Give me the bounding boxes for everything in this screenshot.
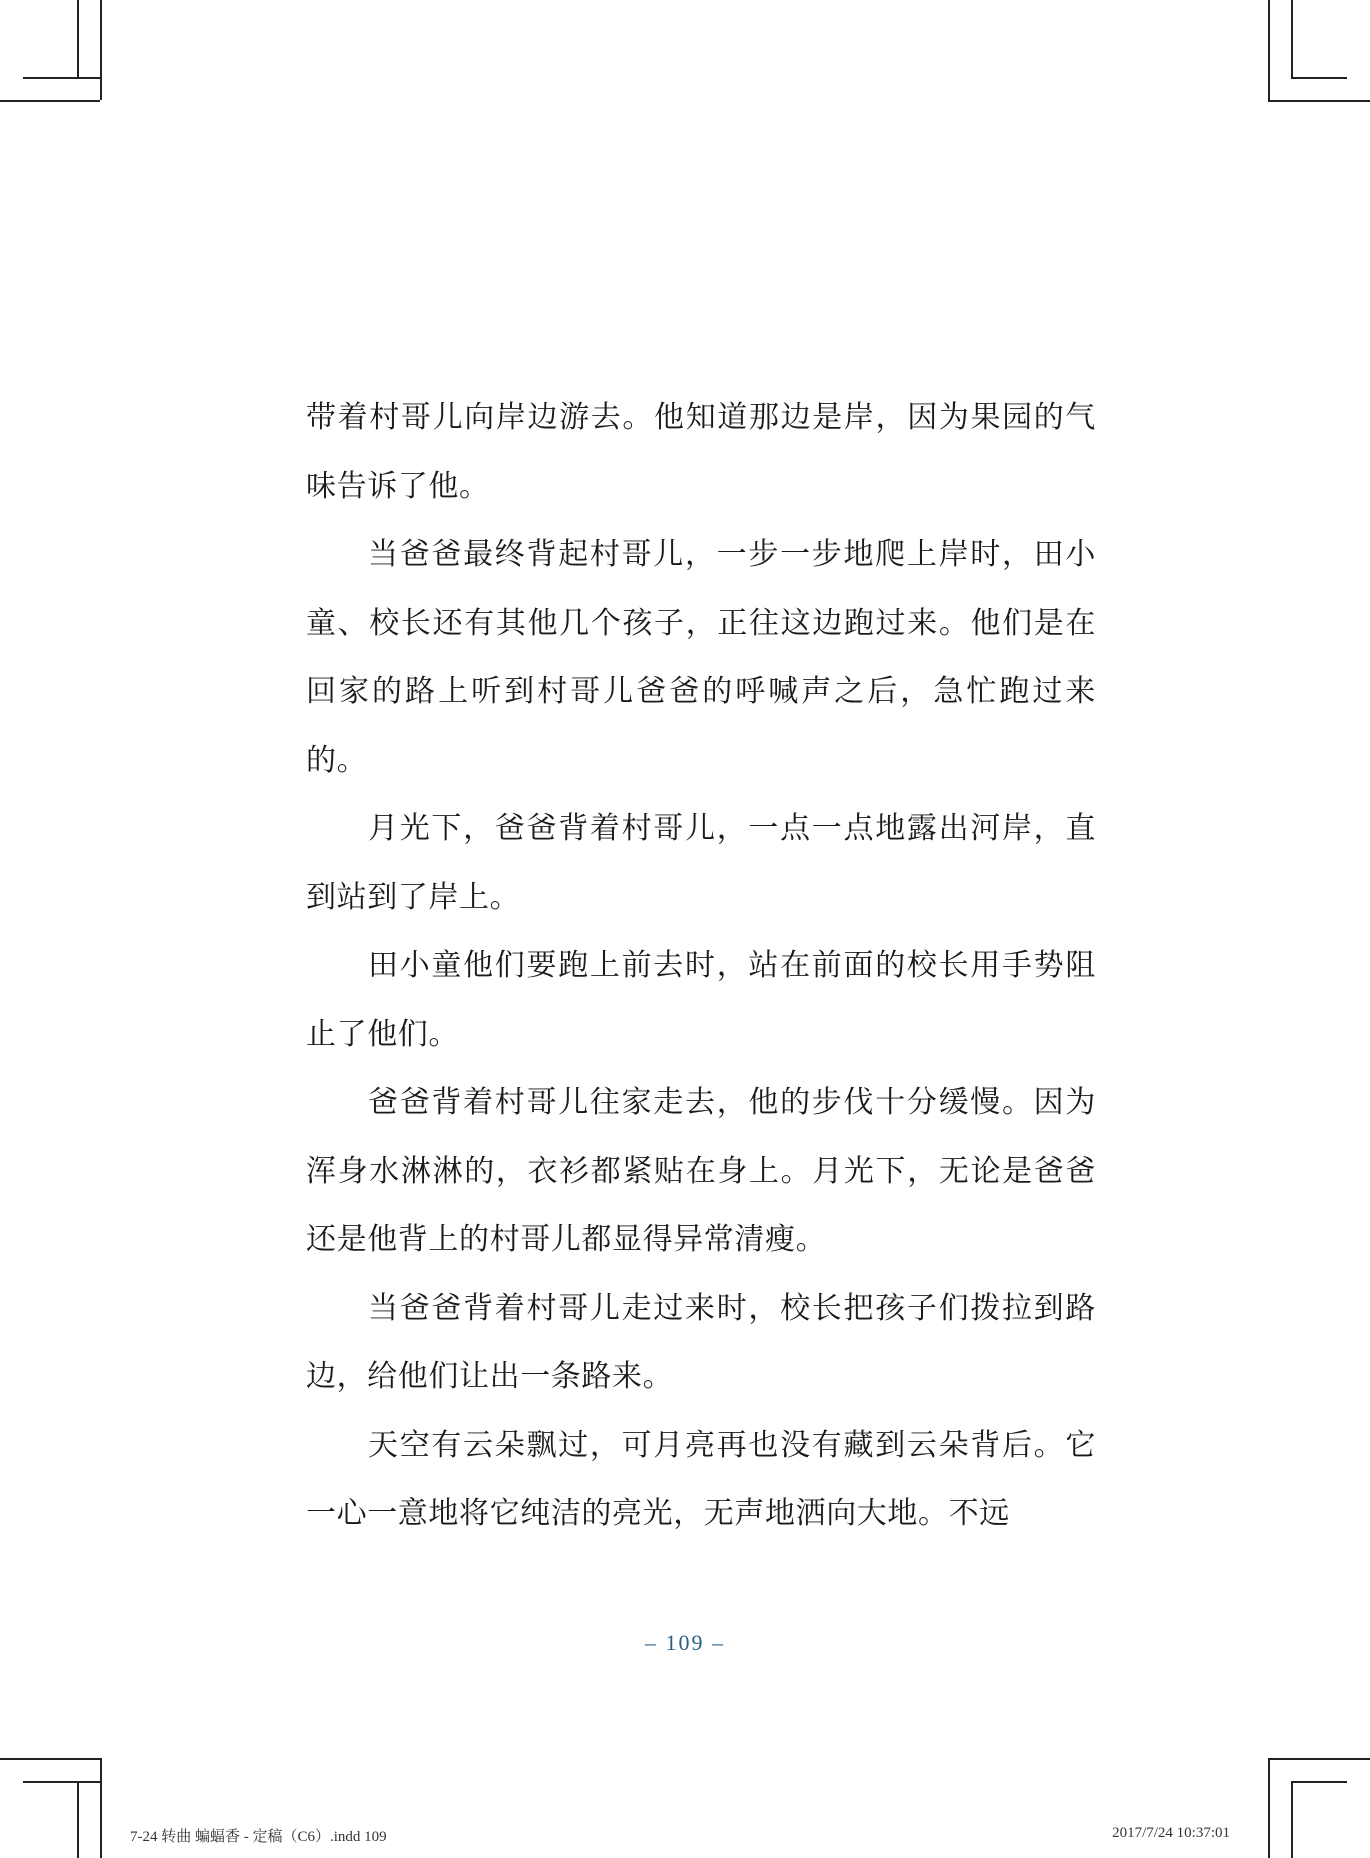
crop-mark-bottom-right-horizontal bbox=[1268, 1758, 1370, 1760]
body-text bbox=[306, 384, 1096, 1549]
paragraph-1: 带着村哥儿向岸边游去。他知道那边是岸，因为果园的气味告诉了他。 bbox=[306, 400, 1096, 504]
paragraph-3: 月光下，爸爸背着村哥儿，一点一点地露出河岸，直到站到了岸上。 bbox=[306, 811, 1096, 915]
crop-mark-top-right-vertical-outer bbox=[1291, 0, 1293, 77]
slug-timestamp: 2017/7/24 10:37:01 bbox=[1112, 1825, 1230, 1841]
crop-mark-top-right-horizontal bbox=[1268, 100, 1370, 102]
crop-mark-bottom-right-vertical bbox=[1268, 1758, 1270, 1858]
crop-mark-bottom-right-vertical-outer bbox=[1291, 1781, 1293, 1858]
crop-mark-bottom-left-vertical-outer bbox=[77, 1781, 79, 1858]
crop-mark-top-left-vertical bbox=[100, 0, 102, 100]
crop-mark-bottom-right-horizontal-outer bbox=[1291, 1781, 1347, 1783]
crop-mark-top-left-vertical-outer bbox=[77, 0, 79, 77]
crop-mark-top-right-vertical bbox=[1268, 0, 1270, 100]
crop-mark-bottom-left-horizontal bbox=[0, 1758, 100, 1760]
page-number: – 109 – bbox=[645, 1630, 725, 1655]
paragraph-6: 当爸爸背着村哥儿走过来时，校长把孩子们拨拉到路边，给他们让出一条路来。 bbox=[306, 1290, 1096, 1394]
crop-mark-bottom-left-horizontal-outer bbox=[23, 1781, 100, 1783]
crop-mark-top-left-horizontal bbox=[0, 100, 100, 102]
crop-mark-bottom-left-vertical bbox=[100, 1758, 102, 1858]
slug-file-name: 7-24 转曲 蝙蝠香 - 定稿（C6）.indd 109 bbox=[130, 1829, 387, 1845]
paragraph-5: 爸爸背着村哥儿往家走去，他的步伐十分缓慢。因为浑身水淋淋的，衣衫都紧贴在身上。月光下，无论是爸爸还是他背上的村哥儿都显得异常清瘦。 bbox=[306, 1085, 1096, 1257]
crop-mark-top-left-horizontal-outer bbox=[23, 77, 100, 79]
paragraph-4: 田小童他们要跑上前去时，站在前面的校长用手势阻止了他们。 bbox=[306, 948, 1096, 1052]
crop-mark-top-right-horizontal-outer bbox=[1291, 77, 1347, 79]
paragraph-7: 天空有云朵飘过，可月亮再也没有藏到云朵背后。它一心一意地将它纯洁的亮光，无声地洒向大地。不远 bbox=[306, 1427, 1096, 1531]
paragraph-2: 当爸爸最终背起村哥儿，一步一步地爬上岸时，田小童、校长还有其他几个孩子，正往这边跑过来。他们是在回家的路上听到村哥儿爸爸的呼喊声之后，急忙跑过来的。 bbox=[306, 537, 1096, 778]
